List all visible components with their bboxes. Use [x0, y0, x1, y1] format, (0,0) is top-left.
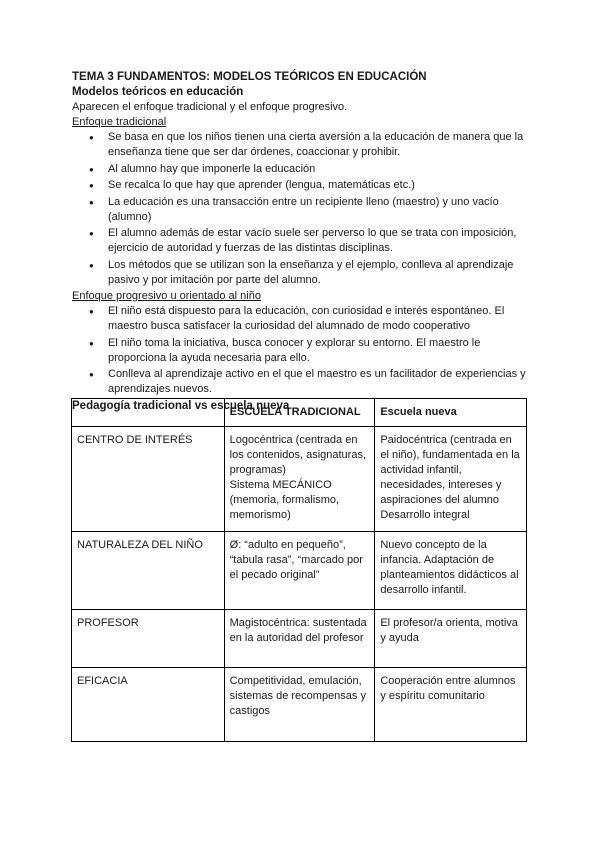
list-item: ● Al alumno hay que imponerle la educación [72, 162, 532, 177]
cell-tradicional [224, 532, 375, 610]
intro-paragraph: Aparecen el enfoque tradicional y el enfoque progresivo. [72, 101, 348, 113]
section-heading: Modelos teóricos en educación [72, 86, 244, 98]
table-heading: Pedagogía tradicional vs escuela nueva [72, 400, 290, 412]
cell-nueva [375, 610, 527, 668]
list-item: ● Los métodos que se utilizan son la enseñanza y el ejemplo, conlleva al aprendizaje pasivo y por imitación por parte del alumno. [72, 258, 532, 288]
table-row [72, 610, 527, 668]
header-cell-tradicional: ESCUELA TRADICIONAL [224, 399, 375, 427]
list-item: ● El niño toma la iniciativa, busca conocer y explorar su entorno. El maestro le proporciona la ayuda necesaria para ello. [72, 336, 532, 366]
table-header-row [72, 399, 527, 427]
row-label: PROFESOR [72, 610, 225, 668]
cell-text: Sistema MECÁNICO (memoria, formalismo, memorismo) [229, 479, 340, 521]
cell-text: Competitividad, emulación, sistemas de recompensas y castigos [229, 675, 366, 717]
cell-text: Nuevo concepto de la infancia. Adaptación de planteamientos didácticos al desarrollo infantil. [380, 539, 519, 596]
cell-text: Ø: “adulto en pequeño”, “tabula rasa”, “marcado por el pecado original” [229, 539, 363, 581]
table-row [72, 532, 527, 610]
list-item: ● La educación es una transacción entre un recipiente lleno (maestro) y uno vacío (alumno) [72, 195, 532, 225]
cell-tradicional [224, 427, 375, 532]
bullet-list-tradicional [72, 130, 532, 288]
cell-text: Logocéntrica (centrada en los contenidos, asignaturas, programas) [229, 434, 367, 476]
list-item: ● Se recalca lo que hay que aprender (lengua, matemáticas etc.) [72, 178, 532, 193]
list-item: ● Conlleva al aprendizaje activo en el que el maestro es un facilitador de experiencias y aprendizajes nuevos. [72, 367, 532, 397]
subheading-tradicional: Enfoque tradicional [72, 116, 167, 128]
cell-text: Desarrollo integral [380, 509, 470, 521]
cell-text: Magistocéntrica: sustentada en la autoridad del profesor [229, 617, 367, 644]
list-item: ● El niño está dispuesto para la educación, con curiosidad e interés espontáneo. El maestro busca satisfacer la curiosidad del alumnado de modo cooperativo [72, 304, 532, 334]
document-title: TEMA 3 FUNDAMENTOS: MODELOS TEÓRICOS EN EDUCACIÓN [72, 71, 427, 83]
list-item: ● El alumno además de estar vacío suele ser perverso lo que se trata con imposición, ejercicio de autoridad y fuerzas de las distintas disciplinas. [72, 226, 532, 256]
document-body [72, 70, 532, 414]
cell-tradicional [224, 610, 375, 668]
header-cell-empty [72, 399, 225, 427]
cell-text: El profesor/a orienta, motiva y ayuda [380, 617, 518, 644]
table-row [72, 427, 527, 532]
cell-nueva [375, 532, 527, 610]
row-label: CENTRO DE INTERÉS [72, 427, 225, 532]
cell-nueva [375, 427, 527, 532]
cell-nueva [375, 668, 527, 742]
subheading-progresivo: Enfoque progresivo u orientado al niño [72, 290, 261, 302]
bullet-list-progresivo [72, 304, 532, 397]
row-label: NATURALEZA DEL NIÑO [72, 532, 225, 610]
comparison-table [71, 398, 527, 742]
header-cell-nueva: Escuela nueva [375, 399, 527, 427]
cell-tradicional [224, 668, 375, 742]
cell-text: Cooperación entre alumnos y espíritu comunitario [380, 675, 516, 702]
row-label: EFICACIA [72, 668, 225, 742]
table-row [72, 668, 527, 742]
list-item: ● Se basa en que los niños tienen una cierta aversión a la educación de manera que la enseñanza tiene que ser dar órdenes, coaccionar y prohibir. [72, 130, 532, 160]
cell-text: Paidocéntrica (centrada en el niño), fundamentada en la actividad infantil, necesidades, intereses y aspiraciones del alumno [380, 434, 520, 506]
